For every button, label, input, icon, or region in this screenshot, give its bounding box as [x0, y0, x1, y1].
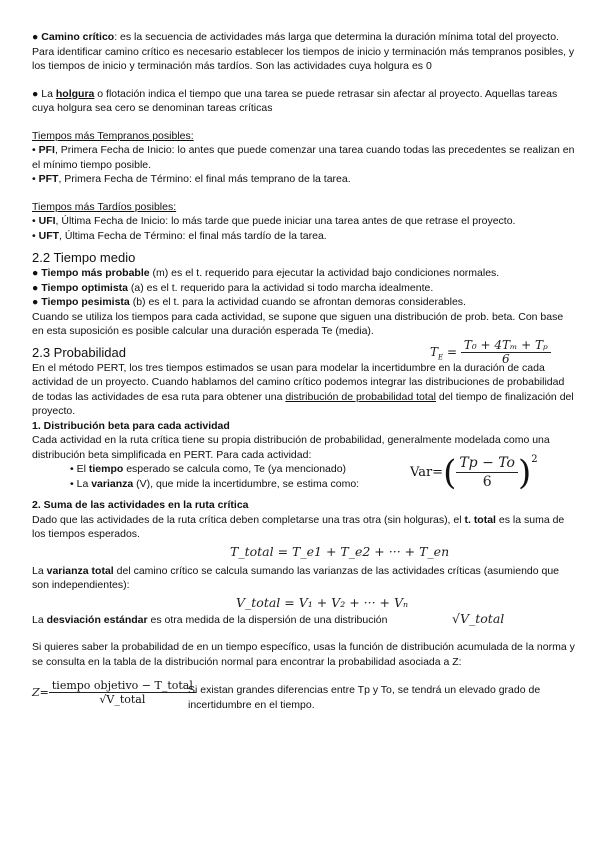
z-after-text: Si existan grandes diferencias entre Tp y To, se tendrá un elevado grado de incertidumbre en el tiempo.	[188, 684, 541, 711]
desviacion-term: desviación estándar	[46, 613, 148, 626]
z-formula-row	[32, 679, 576, 719]
section-title-probabilidad: 2.3 Probabilidad	[32, 344, 126, 360]
bullet: ●	[32, 281, 39, 294]
beta-items-row	[32, 452, 576, 493]
probable-term: Tiempo más probable	[41, 267, 150, 279]
subsection-beta-title: 1. Distribución beta para cada actividad	[32, 419, 230, 432]
bullet: •	[32, 144, 36, 156]
bullet: •	[70, 463, 74, 475]
ufi-text: , Última Fecha de Inicio: lo más tarde que puede iniciar una tarea antes de que retrase el proyecto.	[55, 215, 516, 227]
list-item	[32, 229, 576, 244]
list-item	[32, 281, 576, 296]
tardios-heading: Tiempos más Tardíos posibles:	[32, 200, 177, 213]
ttotal-formula-row	[32, 542, 576, 564]
probable-text: (m) es el t. requerido para ejecutar la actividad bajo condiciones normales.	[149, 267, 500, 279]
bullet: •	[32, 215, 36, 227]
optimista-text: (a) es el t. requerido para la actividad si todo marcha idealmente.	[128, 281, 434, 294]
pesimista-term: Tiempo pesimista	[41, 296, 130, 308]
holgura-term: holgura	[55, 87, 95, 100]
list-item	[32, 295, 576, 310]
tiempo-medio-paragraph: Cuando se utiliza los tiempos para cada actividad, se supone que siguen una distribución de prob. beta. Con base en esta suposición es posible calcular una duración esperada Te (media).	[32, 310, 564, 337]
uft-term: UFT	[38, 229, 60, 242]
ufi-term: UFI	[38, 215, 56, 227]
uft-text: , Última Fecha de Término: el final más tardío de la tarea.	[59, 229, 327, 242]
pft-term: PFT	[38, 173, 59, 185]
document-page	[32, 30, 576, 719]
bullet: ●	[32, 87, 39, 100]
vtotal-formula: V_total = V₁ + V₂ + ··· + Vₙ	[236, 594, 409, 610]
t-total-term: t. total	[464, 513, 496, 526]
desviacion-paragraph: La desviación estándar es otra medida de la dispersión de una distribución	[32, 613, 388, 626]
holgura-pre: La	[41, 87, 56, 100]
bullet: ●	[32, 267, 39, 279]
subsection-suma-title: 2. Suma de las actividades en la ruta crítica	[32, 499, 249, 511]
te-formula: $T_E$ = $\frac{\text{T₀ + 4Tₘ + Tₚ}}{6}$	[430, 339, 551, 366]
desviacion-row	[32, 610, 576, 628]
list-item	[32, 266, 576, 281]
z-paragraph: Si quieres saber la probabilidad de en un tiempo específico, usas la función de distribución acumulada de la norma y se consulta en la tabla de la distribución normal para encontrar la probabilidad asociada a Z:	[32, 641, 575, 668]
varianza-term: varianza	[91, 477, 134, 490]
bullet: •	[32, 173, 36, 185]
varianza-total-term: varianza total	[46, 564, 114, 577]
section-title-tiempo-medio: 2.2 Tiempo medio	[32, 250, 136, 265]
list-item	[32, 143, 576, 172]
list-item: • La varianza (V), que mide la incertidumbre, se estima como:	[70, 477, 360, 490]
pfi-term: PFI	[38, 144, 55, 156]
optimista-term: Tiempo optimista	[41, 281, 128, 294]
tiempo-term: tiempo	[88, 463, 124, 475]
bullet: ●	[32, 296, 39, 308]
probabilidad-title-row	[32, 337, 576, 366]
pfi-text: , Primera Fecha de Inicio: lo antes que puede comenzar una tarea cuando todas las precedentes se realizan en el mínimo tiempo posible.	[32, 144, 575, 171]
camino-critico-term: Camino crítico	[41, 31, 115, 43]
pesimista-text: (b) es el t. para la actividad cuando se afrontan demoras considerables.	[129, 296, 466, 308]
list-item: • El tiempo esperado se calcula como, Te (ya mencionado)	[70, 463, 347, 475]
varianza-total-paragraph: La varianza total del camino crítico se calcula sumando las varianzas de las actividades críticas (asumiendo que son independientes):	[32, 564, 560, 591]
beta-paragraph: Cada actividad en la ruta crítica tiene su propia distribución de probabilidad, generalmente modelada como una distribución beta simplificada en PERT. Para cada actividad:	[32, 434, 550, 461]
ttotal-formula: T_total = T_e1 + T_e2 + ··· + T_en	[230, 543, 450, 559]
camino-critico-text: : es la secuencia de actividades más larga que determina la duración mínima total del proyecto. Para identificar camino crítico es necesario establecer los tiempos de inicio y terminación más tempranos posibles, y los tiempos de inicio y terminación más tardíos. Son las actividades cuya holgura es 0	[32, 31, 575, 72]
vtotal-formula-row	[32, 593, 576, 613]
probabilidad-paragraph: En el método PERT, los tres tiempos estimados se usan para modelar la incertidumbre en la duración de cada actividad de un proyecto. Cuando hablamos del camino crítico podemos integrar las distribuciones de probabilidad de todas las actividades de esa ruta para obtener una distribución de probabilidad total del tiempo de finalización del proyecto.	[32, 361, 574, 417]
bullet: •	[32, 229, 36, 242]
bullet: •	[70, 477, 74, 490]
variance-formula: Var = ( $\frac{Tp - To}{6}$ ) $^2$	[410, 452, 538, 493]
holgura-paragraph	[32, 87, 576, 116]
camino-critico-paragraph	[32, 30, 576, 74]
pft-text: , Primera Fecha de Término: el final más temprano de la tarea.	[58, 173, 351, 185]
desviacion-formula: √V_total	[452, 610, 505, 626]
bullet: ●	[32, 31, 39, 43]
holgura-text: o flotación indica el tiempo que una tarea se puede retrasar sin afectar al proyecto. Aquellas tareas cuya holgura sea cero se denominan tareas críticas	[32, 87, 558, 114]
list-item	[32, 214, 576, 229]
list-item	[32, 172, 576, 187]
z-formula: Z = $\frac{\text{tiempo objetivo − T\_total}}{\text{√V\_total}}$	[32, 679, 196, 706]
tempranos-heading: Tiempos más Tempranos posibles:	[32, 129, 194, 142]
distribucion-total-link: distribución de probabilidad total	[285, 390, 436, 403]
suma-paragraph: Dado que las actividades de la ruta crítica deben completarse una tras otra (sin holguras), el t. total es la suma de los tiempos esperados.	[32, 513, 565, 540]
